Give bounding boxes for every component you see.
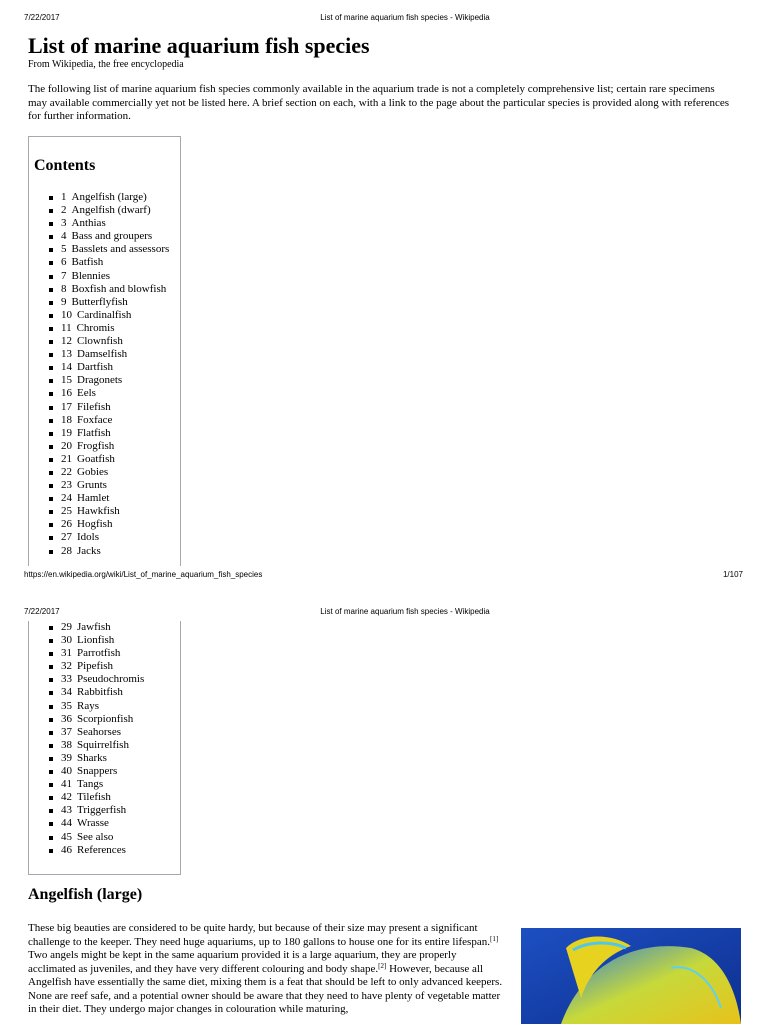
toc-item-label[interactable]: Batfish xyxy=(71,256,104,269)
toc-item-number: 23 xyxy=(61,479,72,492)
print-url[interactable]: https://en.wikipedia.org/wiki/List_of_marine_aquarium_fish_species xyxy=(24,570,263,579)
toc-item-number: 24 xyxy=(61,492,72,505)
toc-item-9[interactable] xyxy=(29,296,169,309)
bullet-icon xyxy=(49,379,53,383)
toc-item-12[interactable] xyxy=(29,335,169,348)
bullet-icon xyxy=(49,392,53,396)
article-intro: The following list of marine aquarium fish species commonly available in the aquarium trade is not a completely comprehensive list; certain rare specimens may available commercially yet not be listed here. A brief section on each, with a link to the page about the particular species is provided along with references for further information. xyxy=(28,83,730,122)
article-source-note: From Wikipedia, the free encyclopedia xyxy=(28,59,184,70)
toc-item-label[interactable]: Hawkfish xyxy=(77,505,120,518)
toc-item-number: 46 xyxy=(61,843,72,856)
toc-item-label[interactable]: Jawfish xyxy=(77,621,111,633)
toc-item-24[interactable] xyxy=(29,492,169,505)
toc-item-label[interactable]: Damselfish xyxy=(77,348,128,361)
toc-item-2[interactable] xyxy=(29,204,169,217)
bullet-icon xyxy=(49,626,53,630)
toc-item-30[interactable] xyxy=(29,634,144,647)
toc-item-number: 7 xyxy=(61,269,67,282)
toc-item-label[interactable]: Rabbitfish xyxy=(77,686,123,699)
toc-item-number: 14 xyxy=(61,361,72,374)
bullet-icon xyxy=(49,353,53,357)
toc-item-39[interactable] xyxy=(29,752,144,765)
bullet-icon xyxy=(49,705,53,709)
toc-item-41[interactable] xyxy=(29,778,144,791)
bullet-icon xyxy=(49,419,53,423)
print-date: 7/22/2017 xyxy=(24,13,60,22)
toc-item-label[interactable]: Angelfish (large) xyxy=(71,191,147,203)
toc-item-number: 21 xyxy=(61,452,72,465)
toc-item-42[interactable] xyxy=(29,791,144,804)
bullet-icon xyxy=(49,718,53,722)
bullet-icon xyxy=(49,261,53,265)
bullet-icon xyxy=(49,836,53,840)
toc-item-label[interactable]: Angelfish (dwarf) xyxy=(71,204,151,217)
page-number: 1/107 xyxy=(722,570,743,579)
toc-item-number: 1 xyxy=(61,191,67,203)
bullet-icon xyxy=(49,248,53,252)
bullet-icon xyxy=(49,432,53,436)
toc-item-number: 18 xyxy=(61,413,72,426)
paragraph-text: These big beauties are considered to be quite hardy, but because of their size may present a significant challenge to the keeper. They need huge aquariums, up to 180 gallons to house one for its entire lifespan. xyxy=(28,922,490,948)
toc-item-label[interactable]: Gobies xyxy=(77,465,109,478)
toc-item-label[interactable]: Wrasse xyxy=(77,817,109,830)
toc-item-number: 16 xyxy=(61,387,72,400)
table-of-contents-continued xyxy=(28,621,181,875)
toc-item-number: 2 xyxy=(61,204,67,217)
bullet-icon xyxy=(49,757,53,761)
toc-item-label[interactable]: Basslets and assessors xyxy=(71,243,170,256)
toc-item-label[interactable]: Boxfish and blowfish xyxy=(71,282,167,295)
toc-item-label[interactable]: Dartfish xyxy=(77,361,114,374)
toc-item-4[interactable] xyxy=(29,230,169,243)
toc-item-label[interactable]: References xyxy=(77,843,126,856)
toc-item-number: 25 xyxy=(61,505,72,518)
toc-item-34[interactable] xyxy=(29,686,144,699)
toc-item-16[interactable] xyxy=(29,387,169,400)
toc-item-number: 20 xyxy=(61,439,72,452)
toc-item-number: 44 xyxy=(61,817,72,830)
bullet-icon xyxy=(49,796,53,800)
toc-item-label[interactable]: Dragonets xyxy=(77,374,123,387)
toc-item-number: 15 xyxy=(61,374,72,387)
table-of-contents xyxy=(28,136,181,566)
toc-item-number: 43 xyxy=(61,804,72,817)
bullet-icon xyxy=(49,196,53,200)
bullet-icon xyxy=(49,458,53,462)
toc-item-number: 42 xyxy=(61,791,72,804)
toc-item-number: 45 xyxy=(61,830,72,843)
toc-item-35[interactable] xyxy=(29,700,144,713)
toc-item-label[interactable]: See also xyxy=(77,830,114,843)
toc-item-number: 8 xyxy=(61,282,67,295)
toc-item-label[interactable]: Frogfish xyxy=(77,439,115,452)
toc-item-number: 26 xyxy=(61,518,72,531)
bullet-icon xyxy=(49,288,53,292)
bullet-icon xyxy=(49,678,53,682)
toc-item-21[interactable] xyxy=(29,453,169,466)
toc-item-label[interactable]: Sharks xyxy=(77,751,107,764)
toc-item-label[interactable]: Flatfish xyxy=(77,426,111,439)
toc-item-23[interactable] xyxy=(29,479,169,492)
toc-heading: Contents xyxy=(34,157,96,174)
toc-list xyxy=(29,191,169,558)
toc-item-28[interactable] xyxy=(29,545,169,558)
toc-item-5[interactable] xyxy=(29,243,169,256)
toc-item-3[interactable] xyxy=(29,217,169,230)
paragraph-text: However, because all Angelfish have essentially the same diet, mixing them is a feat that should be left to only advanced keepers. None are reef safe, and a potential owner should be aware that they need to have plenty of vegetable matter in their diet. They undergo major changes in colouration while maturing, xyxy=(28,962,503,1015)
page-separator xyxy=(0,592,768,593)
toc-item-37[interactable] xyxy=(29,726,144,739)
toc-item-26[interactable] xyxy=(29,518,169,531)
toc-item-46[interactable] xyxy=(29,844,144,857)
toc-item-number: 12 xyxy=(61,335,72,348)
toc-item-number: 17 xyxy=(61,400,72,413)
toc-item-label[interactable]: Snappers xyxy=(77,765,118,778)
bullet-icon xyxy=(49,510,53,514)
article-title: List of marine aquarium fish species xyxy=(28,33,370,58)
bullet-icon xyxy=(49,301,53,305)
toc-item-label[interactable]: Triggerfish xyxy=(77,804,127,817)
toc-item-29[interactable] xyxy=(29,621,144,634)
toc-item-label[interactable]: Jacks xyxy=(77,544,101,557)
toc-item-45[interactable] xyxy=(29,831,144,844)
toc-item-number: 19 xyxy=(61,426,72,439)
paragraph-text: Two angels might be kept in the same aquarium provided it is a large aquarium, they are properly acclimated as juveniles, and they have very different colouring and body shape. xyxy=(28,949,457,975)
bullet-icon xyxy=(49,366,53,370)
bullet-icon xyxy=(49,822,53,826)
bullet-icon xyxy=(49,340,53,344)
bullet-icon xyxy=(49,484,53,488)
toc-item-number: 29 xyxy=(61,621,72,633)
toc-item-13[interactable] xyxy=(29,348,169,361)
toc-item-40[interactable] xyxy=(29,765,144,778)
toc-item-label[interactable]: Chromis xyxy=(76,321,115,334)
bullet-icon xyxy=(49,209,53,213)
bullet-icon xyxy=(49,222,53,226)
toc-item-36[interactable] xyxy=(29,713,144,726)
toc-item-label[interactable]: Butterflyfish xyxy=(71,295,128,308)
toc-item-6[interactable] xyxy=(29,256,169,269)
toc-item-label[interactable]: Hamlet xyxy=(77,492,110,505)
toc-item-label[interactable]: Lionfish xyxy=(77,634,115,647)
toc-item-1[interactable] xyxy=(29,191,169,204)
toc-item-number: 38 xyxy=(61,738,72,751)
toc-item-number: 6 xyxy=(61,256,67,269)
toc-item-32[interactable] xyxy=(29,660,144,673)
toc-item-number: 3 xyxy=(61,217,67,230)
toc-item-label[interactable]: Pipefish xyxy=(77,660,114,673)
toc-item-10[interactable] xyxy=(29,309,169,322)
toc-item-number: 37 xyxy=(61,725,72,738)
toc-item-19[interactable] xyxy=(29,427,169,440)
toc-item-label[interactable]: Clownfish xyxy=(77,335,123,348)
toc-item-18[interactable] xyxy=(29,414,169,427)
toc-item-number: 27 xyxy=(61,531,72,544)
toc-item-label[interactable]: Parrotfish xyxy=(77,647,121,660)
bullet-icon xyxy=(49,523,53,527)
print-title: List of marine aquarium fish species - Wikipedia xyxy=(320,607,490,616)
bullet-icon xyxy=(49,445,53,449)
toc-item-number: 5 xyxy=(61,243,67,256)
toc-list xyxy=(29,621,144,857)
toc-item-label[interactable]: Tilefish xyxy=(77,791,111,804)
reference-link[interactable]: [1] xyxy=(489,934,499,943)
print-date: 7/22/2017 xyxy=(24,607,60,616)
toc-item-label[interactable]: Scorpionfish xyxy=(77,712,134,725)
section-heading-angelfish-large: Angelfish (large) xyxy=(28,886,143,903)
toc-item-label[interactable]: Blennies xyxy=(71,269,110,282)
toc-item-label[interactable]: Hogfish xyxy=(77,518,113,531)
toc-item-11[interactable] xyxy=(29,322,169,335)
bullet-icon xyxy=(49,536,53,540)
toc-item-27[interactable] xyxy=(29,531,169,544)
toc-item-number: 34 xyxy=(61,686,72,699)
toc-item-number: 31 xyxy=(61,647,72,660)
bullet-icon xyxy=(49,327,53,331)
print-title: List of marine aquarium fish species - Wikipedia xyxy=(320,13,490,22)
toc-item-label[interactable]: Cardinalfish xyxy=(77,308,132,321)
toc-item-number: 4 xyxy=(61,230,67,243)
toc-item-17[interactable] xyxy=(29,401,169,414)
toc-item-number: 36 xyxy=(61,712,72,725)
toc-item-14[interactable] xyxy=(29,361,169,374)
toc-item-8[interactable] xyxy=(29,283,169,296)
toc-item-number: 9 xyxy=(61,295,67,308)
bullet-icon xyxy=(49,235,53,239)
toc-item-label[interactable]: Idols xyxy=(77,531,99,544)
bullet-icon xyxy=(49,497,53,501)
toc-item-number: 10 xyxy=(61,308,72,321)
bullet-icon xyxy=(49,809,53,813)
angelfish-image[interactable] xyxy=(521,928,741,1024)
bullet-icon xyxy=(49,783,53,787)
toc-item-number: 22 xyxy=(61,465,72,478)
toc-item-label[interactable]: Goatfish xyxy=(77,452,115,465)
bullet-icon xyxy=(49,639,53,643)
toc-item-44[interactable] xyxy=(29,817,144,830)
reference-link[interactable]: [2] xyxy=(378,961,387,970)
toc-item-number: 13 xyxy=(61,348,72,361)
bullet-icon xyxy=(49,770,53,774)
toc-item-label[interactable]: Squirrelfish xyxy=(77,738,129,751)
toc-item-number: 33 xyxy=(61,673,72,686)
toc-item-label[interactable]: Grunts xyxy=(77,479,107,492)
toc-item-number: 30 xyxy=(61,634,72,647)
section-paragraph xyxy=(28,922,506,1017)
bullet-icon xyxy=(49,849,53,853)
toc-item-label[interactable]: Seahorses xyxy=(77,725,121,738)
toc-item-label[interactable]: Filefish xyxy=(77,400,111,413)
bullet-icon xyxy=(49,471,53,475)
toc-item-number: 28 xyxy=(61,544,72,557)
toc-item-label[interactable]: Foxface xyxy=(77,413,113,426)
toc-item-31[interactable] xyxy=(29,647,144,660)
bullet-icon xyxy=(49,731,53,735)
toc-item-label[interactable]: Bass and groupers xyxy=(71,230,153,243)
toc-item-20[interactable] xyxy=(29,440,169,453)
toc-item-label[interactable]: Anthias xyxy=(71,217,106,230)
bullet-icon xyxy=(49,665,53,669)
toc-item-15[interactable] xyxy=(29,374,169,387)
toc-item-43[interactable] xyxy=(29,804,144,817)
toc-item-number: 40 xyxy=(61,765,72,778)
bullet-icon xyxy=(49,691,53,695)
toc-item-number: 41 xyxy=(61,778,72,791)
toc-item-label[interactable]: Pseudochromis xyxy=(77,673,145,686)
toc-item-number: 11 xyxy=(61,321,72,334)
toc-item-25[interactable] xyxy=(29,505,169,518)
bullet-icon xyxy=(49,314,53,318)
bullet-icon xyxy=(49,275,53,279)
toc-item-number: 35 xyxy=(61,699,72,712)
toc-item-label[interactable]: Tangs xyxy=(77,778,104,791)
toc-item-label[interactable]: Eels xyxy=(77,387,96,400)
toc-item-number: 39 xyxy=(61,751,72,764)
bullet-icon xyxy=(49,406,53,410)
bullet-icon xyxy=(49,744,53,748)
bullet-icon xyxy=(49,550,53,554)
toc-item-7[interactable] xyxy=(29,270,169,283)
toc-item-38[interactable] xyxy=(29,739,144,752)
toc-item-22[interactable] xyxy=(29,466,169,479)
bullet-icon xyxy=(49,652,53,656)
print-header xyxy=(0,13,768,27)
toc-item-label[interactable]: Rays xyxy=(77,699,99,712)
toc-item-33[interactable] xyxy=(29,673,144,686)
print-header-page-2 xyxy=(0,607,768,621)
toc-item-number: 32 xyxy=(61,660,72,673)
